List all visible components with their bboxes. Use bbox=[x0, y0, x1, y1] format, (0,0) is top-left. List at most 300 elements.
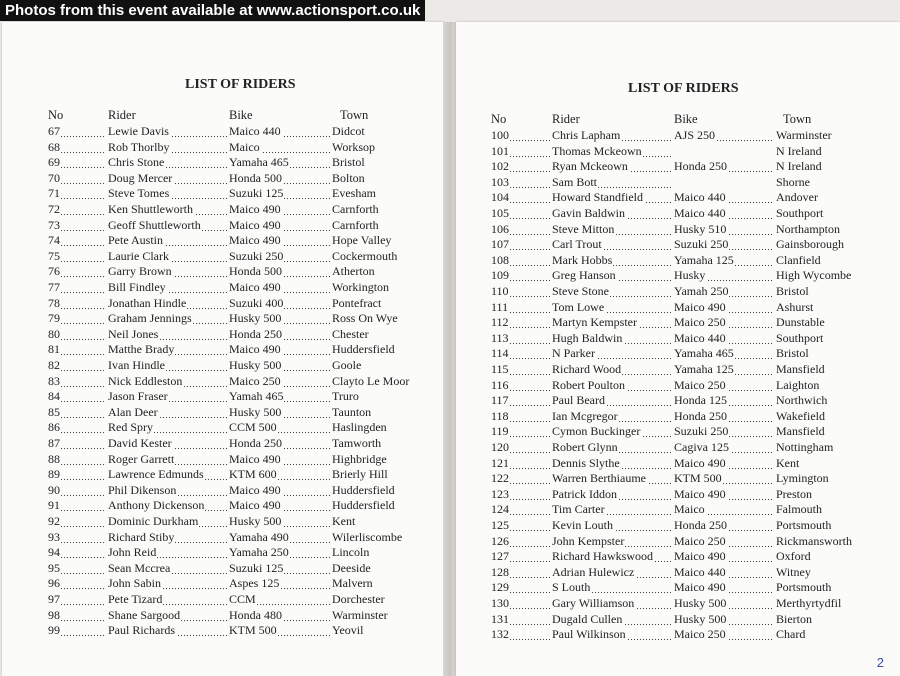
cell-rider: Pete Tizard bbox=[108, 592, 227, 607]
cell-rider: Richard Hawkswood bbox=[552, 549, 672, 564]
cell-no: 132 bbox=[491, 627, 550, 642]
table-row bbox=[456, 487, 900, 503]
table-row bbox=[2, 436, 444, 452]
cell-town: Malvern bbox=[332, 576, 373, 591]
cell-bike: Suzuki 250 bbox=[229, 249, 330, 264]
cell-town: Northwich bbox=[776, 393, 828, 408]
table-row bbox=[456, 471, 900, 487]
cell-no: 81 bbox=[48, 342, 106, 357]
cell-rider: N Parker bbox=[552, 346, 672, 361]
cell-no: 87 bbox=[48, 436, 106, 451]
cell-town: Kent bbox=[776, 455, 800, 470]
cell-bike: KTM 600 bbox=[229, 467, 330, 482]
table-row bbox=[456, 190, 900, 206]
table-row bbox=[456, 206, 900, 222]
cell-bike: Yamaha 465 bbox=[229, 155, 330, 170]
cell-bike: Honda 250 bbox=[674, 409, 774, 424]
table-row bbox=[456, 549, 900, 565]
cell-town: Chester bbox=[332, 326, 369, 341]
cell-rider: Richard Wood bbox=[552, 362, 672, 377]
cell-town: Carnforth bbox=[332, 217, 379, 232]
table-row bbox=[2, 452, 444, 468]
cell-town: Mansfield bbox=[776, 424, 825, 439]
cell-rider: Garry Brown bbox=[108, 264, 227, 279]
cell-town: Truro bbox=[332, 389, 359, 404]
cell-rider: Graham Jennings bbox=[108, 311, 227, 326]
cell-bike: Maico 250 bbox=[674, 315, 774, 330]
cell-town: Portsmouth bbox=[776, 518, 832, 532]
cell-bike: KTM 500 bbox=[674, 471, 774, 486]
cell-town: Highbridge bbox=[332, 451, 387, 466]
cell-bike: CCM 500 bbox=[229, 420, 330, 435]
cell-bike: Maico 490 bbox=[674, 487, 774, 502]
cell-rider: Patrick Iddon bbox=[552, 487, 672, 502]
cell-town: Clayto Le Moor bbox=[332, 373, 410, 388]
cell-rider: Shane Sargood bbox=[108, 608, 227, 623]
table-row bbox=[456, 565, 900, 581]
table-row bbox=[456, 331, 900, 347]
cell-town: Brierly Hill bbox=[332, 467, 388, 482]
cell-rider: Kevin Louth bbox=[552, 518, 672, 533]
cell-no: 68 bbox=[48, 140, 106, 155]
cell-town: Ross On Wye bbox=[332, 311, 398, 326]
cell-bike: AJS 250 bbox=[674, 128, 774, 143]
cell-rider: Sean Mccrea bbox=[108, 561, 227, 576]
cell-rider: Robert Poulton bbox=[552, 378, 672, 393]
cell-no: 74 bbox=[48, 233, 106, 248]
cell-rider: Geoff Shuttleworth bbox=[108, 218, 227, 233]
table-row bbox=[456, 346, 900, 362]
cell-rider: Gavin Baldwin bbox=[552, 206, 672, 221]
table-row bbox=[2, 389, 444, 405]
table-row bbox=[456, 502, 900, 518]
cell-town: Huddersfield bbox=[332, 342, 395, 357]
cell-bike: Yamaha 250 bbox=[229, 545, 330, 560]
cell-bike: Maico 440 bbox=[674, 331, 774, 346]
cell-rider: Ian Mcgregor bbox=[552, 409, 672, 424]
cell-no: 82 bbox=[48, 358, 106, 373]
cell-town: N Ireland bbox=[776, 159, 822, 174]
table-row bbox=[2, 124, 444, 140]
cell-no: 122 bbox=[491, 471, 550, 486]
cell-no: 126 bbox=[491, 534, 550, 549]
cell-no: 103 bbox=[491, 175, 550, 190]
cell-rider: Greg Hanson bbox=[552, 268, 672, 283]
cell-no: 86 bbox=[48, 420, 106, 435]
table-row bbox=[2, 311, 444, 327]
cell-town: Laighton bbox=[776, 377, 820, 392]
cell-rider: Matthe Brady bbox=[108, 342, 227, 357]
table-row bbox=[2, 483, 444, 499]
cell-bike: Husky 500 bbox=[674, 612, 774, 627]
cell-town: Andover bbox=[776, 190, 818, 205]
cell-no: 100 bbox=[491, 128, 550, 143]
cell-no: 131 bbox=[491, 612, 550, 627]
cell-bike: Suzuki 250 bbox=[674, 424, 774, 439]
cell-rider: Roger Garrett bbox=[108, 452, 227, 467]
table-row bbox=[2, 218, 444, 234]
cell-rider: Martyn Kempster bbox=[552, 315, 672, 330]
cell-rider: Hugh Baldwin bbox=[552, 331, 672, 346]
cell-no: 93 bbox=[48, 530, 106, 545]
cell-rider: Ryan Mckeown bbox=[552, 159, 672, 174]
cell-town: Merthyrtydfil bbox=[776, 596, 842, 610]
cell-bike: Suzuki 125 bbox=[229, 561, 330, 576]
cell-town: Carnforth bbox=[332, 202, 379, 216]
cell-rider: Pete Austin bbox=[108, 233, 227, 248]
table-row bbox=[456, 128, 900, 144]
cell-bike: Suzuki 250 bbox=[674, 237, 774, 252]
table-row bbox=[456, 362, 900, 378]
table-row bbox=[2, 623, 444, 639]
cell-no: 125 bbox=[491, 518, 550, 533]
cell-town: Evesham bbox=[332, 186, 376, 201]
table-row bbox=[456, 627, 900, 643]
cell-rider: Jonathan Hindle bbox=[108, 296, 227, 311]
cell-bike: Husky bbox=[674, 268, 774, 283]
cell-rider: Alan Deer bbox=[108, 405, 227, 420]
cell-bike: Honda 250 bbox=[229, 436, 330, 451]
cell-rider: Adrian Hulewicz bbox=[552, 565, 672, 580]
table-row bbox=[2, 140, 444, 156]
cell-bike: Maico 440 bbox=[674, 190, 774, 205]
cell-no: 123 bbox=[491, 487, 550, 502]
cell-town: Workington bbox=[332, 280, 390, 294]
cell-no: 91 bbox=[48, 498, 106, 513]
cell-town: Dunstable bbox=[776, 315, 825, 330]
table-row bbox=[456, 518, 900, 534]
cell-no: 118 bbox=[491, 409, 550, 424]
cell-town: Didcot bbox=[332, 124, 365, 138]
cell-no: 77 bbox=[48, 280, 106, 295]
cell-rider: Doug Mercer bbox=[108, 171, 227, 186]
cell-town: Chard bbox=[776, 627, 806, 642]
cell-town: Portsmouth bbox=[776, 580, 832, 595]
left-page bbox=[2, 22, 444, 676]
cell-town: Bristol bbox=[776, 346, 809, 361]
cell-rider: Paul Beard bbox=[552, 393, 672, 408]
cell-town: High Wycombe bbox=[776, 268, 852, 283]
cell-rider: Nick Eddleston bbox=[108, 374, 227, 389]
column-header-no: No bbox=[491, 112, 507, 126]
cell-bike: Maico 440 bbox=[674, 206, 774, 221]
cell-town: Southport bbox=[776, 330, 824, 345]
cell-no: 130 bbox=[491, 596, 550, 611]
cell-rider: Steve Tomes bbox=[108, 186, 227, 201]
cell-rider: Lawrence Edmunds bbox=[108, 467, 227, 482]
cell-rider: Richard Stiby bbox=[108, 530, 227, 545]
table-row bbox=[456, 300, 900, 316]
table-row bbox=[2, 202, 444, 218]
table-row bbox=[456, 424, 900, 440]
table-row bbox=[2, 420, 444, 436]
table-row bbox=[456, 612, 900, 628]
table-row bbox=[456, 393, 900, 409]
table-row bbox=[2, 186, 444, 202]
cell-town: Lymington bbox=[776, 471, 829, 486]
table-row bbox=[2, 608, 444, 624]
cell-rider: Ivan Hindle bbox=[108, 358, 227, 373]
cell-no: 99 bbox=[48, 623, 106, 638]
cell-no: 114 bbox=[491, 346, 550, 361]
cell-rider: Gary Williamson bbox=[552, 596, 672, 611]
cell-town: Shorne bbox=[776, 174, 810, 189]
cell-no: 110 bbox=[491, 284, 550, 299]
cell-rider: Lewie Davis bbox=[108, 124, 227, 139]
table-row bbox=[456, 253, 900, 269]
cell-bike: Husky 500 bbox=[229, 514, 330, 529]
cell-town: Atherton bbox=[332, 264, 375, 279]
table-row bbox=[2, 530, 444, 546]
cell-bike: Honda 250 bbox=[674, 518, 774, 533]
cell-bike: Maico 490 bbox=[229, 218, 330, 233]
cell-rider: Thomas Mckeown bbox=[552, 144, 672, 159]
cell-town: Yeovil bbox=[332, 623, 364, 638]
cell-no: 113 bbox=[491, 331, 550, 346]
cell-bike: Yamaha 490 bbox=[229, 530, 330, 545]
cell-town: N Ireland bbox=[776, 143, 822, 158]
cell-no: 72 bbox=[48, 202, 106, 217]
cell-no: 109 bbox=[491, 268, 550, 283]
cell-no: 106 bbox=[491, 222, 550, 237]
cell-no: 79 bbox=[48, 311, 106, 326]
cell-bike: Maico 490 bbox=[229, 342, 330, 357]
cell-bike: CCM bbox=[229, 592, 330, 607]
cell-town: Falmouth bbox=[776, 502, 823, 517]
cell-no: 88 bbox=[48, 452, 106, 467]
cell-rider: Bill Findley bbox=[108, 280, 227, 295]
cell-bike: Maico 490 bbox=[229, 280, 330, 295]
cell-rider: Tim Carter bbox=[552, 502, 672, 517]
table-row bbox=[2, 155, 444, 171]
table-row bbox=[2, 576, 444, 592]
cell-rider: Cymon Buckinger bbox=[552, 424, 672, 439]
table-row bbox=[456, 315, 900, 331]
column-header-bike: Bike bbox=[229, 108, 253, 122]
cell-no: 76 bbox=[48, 264, 106, 279]
cell-no: 105 bbox=[491, 206, 550, 221]
cell-town: Cockermouth bbox=[332, 248, 398, 263]
cell-town: Mansfield bbox=[776, 362, 825, 376]
cell-town: Warminster bbox=[776, 128, 832, 142]
cell-town: Haslingden bbox=[332, 420, 387, 435]
cell-rider: Jason Fraser bbox=[108, 389, 227, 404]
cell-town: Kent bbox=[332, 514, 356, 528]
cell-no: 108 bbox=[491, 253, 550, 268]
cell-bike: Honda 250 bbox=[229, 327, 330, 342]
cell-no: 97 bbox=[48, 592, 106, 607]
cell-rider: Paul Wilkinson bbox=[552, 627, 672, 642]
cell-no: 101 bbox=[491, 144, 550, 159]
cell-bike: Husky 510 bbox=[674, 222, 774, 237]
table-row bbox=[456, 159, 900, 175]
cell-no: 89 bbox=[48, 467, 106, 482]
cell-rider: Dominic Durkham bbox=[108, 514, 227, 529]
cell-rider: Carl Trout bbox=[552, 237, 672, 252]
column-header-no: No bbox=[48, 108, 64, 122]
table-row bbox=[2, 233, 444, 249]
cell-bike: Yamah 250 bbox=[674, 284, 774, 299]
table-row bbox=[2, 280, 444, 296]
table-row bbox=[456, 534, 900, 550]
cell-rider: Chris Lapham bbox=[552, 128, 672, 143]
table-row bbox=[456, 409, 900, 425]
cell-no: 98 bbox=[48, 608, 106, 623]
cell-no: 84 bbox=[48, 389, 106, 404]
cell-no: 119 bbox=[491, 424, 550, 439]
cell-bike: Husky 500 bbox=[674, 596, 774, 611]
cell-bike: Maico 490 bbox=[674, 300, 774, 315]
cell-no: 92 bbox=[48, 514, 106, 529]
cell-bike: Maico bbox=[674, 502, 774, 517]
right-page bbox=[456, 22, 900, 676]
cell-no: 80 bbox=[48, 327, 106, 342]
cell-bike: Suzuki 125 bbox=[229, 186, 330, 201]
watermark-banner: Photos from this event available at www.actionsport.co.uk bbox=[0, 0, 425, 21]
table-row bbox=[456, 284, 900, 300]
cell-rider: Ken Shuttleworth bbox=[108, 202, 227, 217]
cell-no: 117 bbox=[491, 393, 550, 408]
cell-bike: Aspes 125 bbox=[229, 576, 330, 591]
cell-bike: Cagiva 125 bbox=[674, 440, 774, 455]
cell-town: Taunton bbox=[332, 404, 372, 419]
cell-bike: Maico 490 bbox=[229, 483, 330, 498]
cell-bike: Yamaha 465 bbox=[674, 346, 774, 361]
cell-bike: Maico 490 bbox=[674, 456, 774, 471]
cell-town: Bierton bbox=[776, 611, 812, 626]
cell-bike: Maico 250 bbox=[674, 534, 774, 549]
cell-rider: John Sabin bbox=[108, 576, 227, 591]
cell-no: 85 bbox=[48, 405, 106, 420]
cell-rider: Rob Thorlby bbox=[108, 140, 227, 155]
table-row bbox=[2, 467, 444, 483]
column-header-rider: Rider bbox=[108, 108, 136, 122]
table-row bbox=[2, 405, 444, 421]
cell-town: Lincoln bbox=[332, 545, 370, 560]
cell-no: 95 bbox=[48, 561, 106, 576]
table-row bbox=[456, 268, 900, 284]
table-row bbox=[2, 342, 444, 358]
column-header-town: Town bbox=[783, 112, 812, 126]
table-row bbox=[2, 358, 444, 374]
cell-town: Ashurst bbox=[776, 299, 814, 314]
column-header-town: Town bbox=[340, 108, 369, 122]
cell-no: 67 bbox=[48, 124, 106, 139]
cell-rider: David Kester bbox=[108, 436, 227, 451]
cell-rider: Sam Bott bbox=[552, 175, 672, 190]
cell-town: Hope Valley bbox=[332, 233, 392, 248]
table-row bbox=[456, 378, 900, 394]
cell-no: 115 bbox=[491, 362, 550, 377]
table-row bbox=[2, 374, 444, 390]
cell-no: 90 bbox=[48, 483, 106, 498]
column-header-rider: Rider bbox=[552, 112, 580, 126]
cell-no: 78 bbox=[48, 296, 106, 311]
cell-rider: Laurie Clark bbox=[108, 249, 227, 264]
cell-rider: Phil Dikenson bbox=[108, 483, 227, 498]
cell-bike: Maico 440 bbox=[674, 565, 774, 580]
cell-bike: KTM 500 bbox=[229, 623, 330, 638]
cell-bike: Yamah 465 bbox=[229, 389, 330, 404]
cell-town: Preston bbox=[776, 486, 812, 501]
table-row bbox=[2, 264, 444, 280]
cell-town: Worksop bbox=[332, 139, 376, 154]
cell-no: 120 bbox=[491, 440, 550, 455]
column-header-bike: Bike bbox=[674, 112, 698, 126]
cell-town: Dorchester bbox=[332, 592, 385, 606]
cell-town: Gainsborough bbox=[776, 237, 844, 252]
cell-bike: Honda 500 bbox=[229, 264, 330, 279]
cell-rider: Dennis Slythe bbox=[552, 456, 672, 471]
cell-rider: Dugald Cullen bbox=[552, 612, 672, 627]
cell-bike: Honda 500 bbox=[229, 171, 330, 186]
cell-bike: Maico 490 bbox=[229, 202, 330, 217]
cell-no: 121 bbox=[491, 456, 550, 471]
cell-no: 124 bbox=[491, 502, 550, 517]
cell-rider: S Louth bbox=[552, 580, 672, 595]
cell-rider: Howard Standfield bbox=[552, 190, 672, 205]
cell-no: 107 bbox=[491, 237, 550, 252]
cell-no: 128 bbox=[491, 565, 550, 580]
cell-bike: Maico 250 bbox=[674, 627, 774, 642]
table-row bbox=[2, 498, 444, 514]
cell-town: Northampton bbox=[776, 221, 840, 236]
cell-town: Huddersfield bbox=[332, 498, 395, 513]
cell-rider: Anthony Dickenson bbox=[108, 498, 227, 513]
cell-town: Warminster bbox=[332, 607, 388, 622]
table-row bbox=[456, 440, 900, 456]
cell-bike: Maico 490 bbox=[229, 233, 330, 248]
cell-no: 73 bbox=[48, 218, 106, 233]
cell-town: Tamworth bbox=[332, 436, 382, 450]
cell-bike: Maico 490 bbox=[229, 452, 330, 467]
cell-bike: Suzuki 400 bbox=[229, 296, 330, 311]
cell-rider: John Reid bbox=[108, 545, 227, 560]
table-row bbox=[456, 144, 900, 160]
cell-town: Wakefield bbox=[776, 408, 826, 423]
cell-town: Clanfield bbox=[776, 252, 821, 267]
cell-rider: Steve Mitton bbox=[552, 222, 672, 237]
cell-town: Deeside bbox=[332, 560, 371, 575]
cell-rider: Robert Glynn bbox=[552, 440, 672, 455]
cell-no: 102 bbox=[491, 159, 550, 174]
table-row bbox=[456, 175, 900, 191]
cell-no: 96 bbox=[48, 576, 106, 591]
table-row bbox=[2, 249, 444, 265]
cell-bike: Maico 490 bbox=[674, 580, 774, 595]
table-row bbox=[456, 237, 900, 253]
cell-no: 112 bbox=[491, 315, 550, 330]
cell-no: 70 bbox=[48, 171, 106, 186]
table-row bbox=[2, 561, 444, 577]
cell-bike: Yamaha 125 bbox=[674, 253, 774, 268]
cell-bike: Honda 250 bbox=[674, 159, 774, 174]
page-title: LIST OF RIDERS bbox=[185, 77, 296, 92]
cell-rider: Neil Jones bbox=[108, 327, 227, 342]
cell-bike: Husky 500 bbox=[229, 311, 330, 326]
book-spine bbox=[443, 22, 457, 676]
table-row bbox=[456, 596, 900, 612]
cell-rider: John Kempster bbox=[552, 534, 672, 549]
cell-no: 94 bbox=[48, 545, 106, 560]
cell-bike: Maico 440 bbox=[229, 124, 330, 139]
cell-town: Huddersfield bbox=[332, 482, 395, 497]
cell-town: Bristol bbox=[332, 155, 365, 170]
cell-town: Wilerliscombe bbox=[332, 529, 403, 544]
cell-bike: Honda 480 bbox=[229, 608, 330, 623]
cell-rider: Mark Hobbs bbox=[552, 253, 672, 268]
cell-rider: Steve Stone bbox=[552, 284, 672, 299]
